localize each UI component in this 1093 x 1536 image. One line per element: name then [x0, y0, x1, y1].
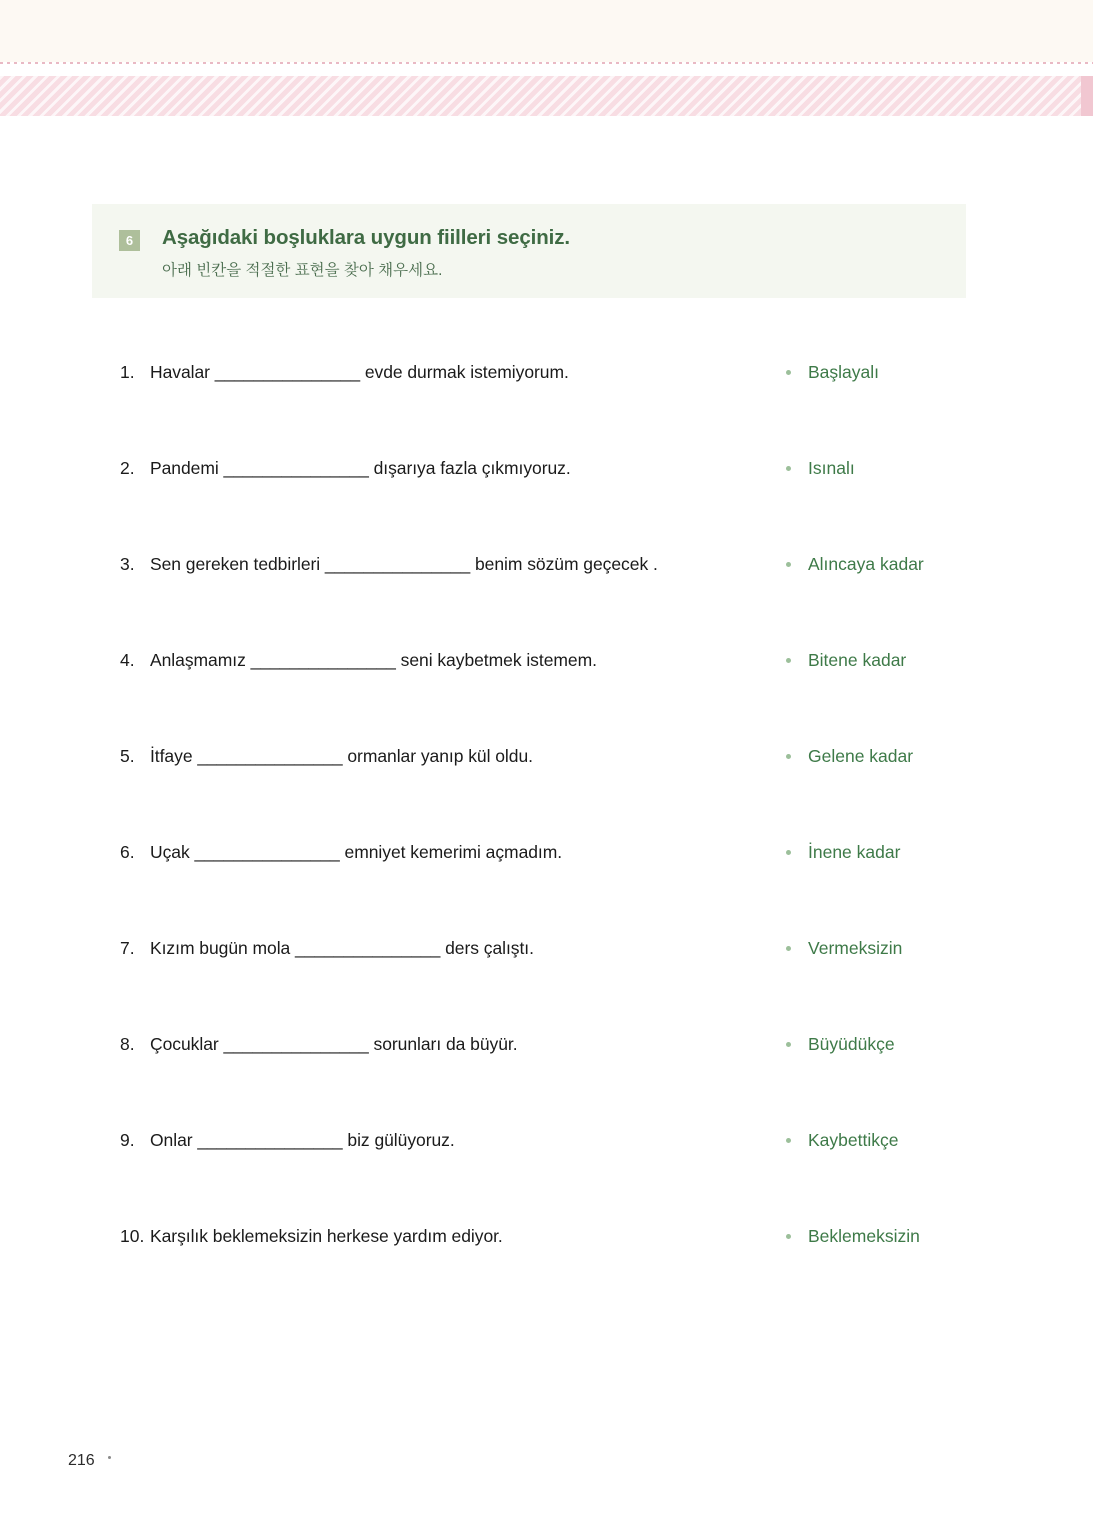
word-bank-label: İnene kadar	[808, 842, 901, 862]
sentence-number: 9.	[120, 1130, 135, 1150]
word-bank-item[interactable]	[786, 1130, 1066, 1226]
sentence-text: Pandemi _______________ dışarıya fazla çıkmıyoruz.	[150, 458, 571, 478]
bullet-icon	[786, 850, 791, 855]
bullet-icon	[786, 1234, 791, 1239]
top-pink-band	[0, 76, 1093, 116]
sentence-number: 1.	[120, 362, 135, 382]
bullet-icon	[786, 1138, 791, 1143]
bottom-edge	[0, 1528, 1093, 1536]
sentence-text: Havalar _______________ evde durmak istemiyorum.	[150, 362, 569, 382]
word-bank-item[interactable]	[786, 1034, 1066, 1130]
word-bank-item[interactable]	[786, 650, 1066, 746]
word-bank-label: Gelene kadar	[808, 746, 914, 766]
word-bank-label: Vermeksizin	[808, 938, 903, 958]
word-bank-item[interactable]	[786, 554, 1066, 650]
word-bank-label: Büyüdükçe	[808, 1034, 895, 1054]
sentence-item	[120, 554, 760, 650]
top-cream-band	[0, 0, 1093, 62]
sentence-item	[120, 1034, 760, 1130]
sentence-number: 7.	[120, 938, 135, 958]
pink-band-edge-cap	[1081, 76, 1093, 116]
sentence-item	[120, 362, 760, 458]
instruction-subtitle: 아래 빈칸을 적절한 표현을 찾아 채우세요.	[162, 262, 443, 279]
sentence-item	[120, 458, 760, 554]
sentence-number: 6.	[120, 842, 135, 862]
sentence-item	[120, 650, 760, 746]
word-bank-label: Alıncaya kadar	[808, 554, 924, 574]
bullet-icon	[786, 466, 791, 471]
sentence-number: 8.	[120, 1034, 135, 1054]
bullet-icon	[786, 946, 791, 951]
word-bank-item[interactable]	[786, 746, 1066, 842]
dotted-divider	[0, 62, 1093, 64]
bullet-icon	[786, 370, 791, 375]
sentence-text: Anlaşmamız _______________ seni kaybetmek istemem.	[150, 650, 597, 670]
bullet-icon	[786, 658, 791, 663]
page-number-dot	[108, 1456, 111, 1459]
instruction-title: Aşağıdaki boşluklara uygun fiilleri seçiniz.	[162, 226, 571, 249]
sentence-number: 10.	[120, 1226, 145, 1246]
word-bank-item[interactable]	[786, 842, 1066, 938]
bullet-icon	[786, 562, 791, 567]
sentence-text: Kızım bugün mola _______________ ders çalıştı.	[150, 938, 534, 958]
sentence-number: 3.	[120, 554, 135, 574]
sentence-number: 4.	[120, 650, 135, 670]
sentence-number: 5.	[120, 746, 135, 766]
sentence-item	[120, 842, 760, 938]
bullet-icon	[786, 1042, 791, 1047]
word-bank-label: Başlayalı	[808, 362, 880, 382]
exercise-number-badge: 6	[119, 230, 140, 251]
instruction-box	[92, 204, 966, 298]
word-bank-label: Bitene kadar	[808, 650, 907, 670]
sentence-list	[120, 362, 760, 1322]
word-bank-label: Beklemeksizin	[808, 1226, 920, 1246]
word-bank-label: Kaybettikçe	[808, 1130, 899, 1150]
sentence-text: İtfaye _______________ ormanlar yanıp kül oldu.	[150, 746, 533, 766]
word-bank-item[interactable]	[786, 938, 1066, 1034]
sentence-item	[120, 1130, 760, 1226]
word-bank-list	[786, 362, 1066, 1322]
word-bank-label: Isınalı	[808, 458, 855, 478]
sentence-text: Onlar _______________ biz gülüyoruz.	[150, 1130, 455, 1150]
sentence-text: Karşılık beklemeksizin herkese yardım ediyor.	[150, 1226, 503, 1246]
word-bank-item[interactable]	[786, 362, 1066, 458]
sentence-item	[120, 1226, 760, 1322]
sentence-text: Çocuklar _______________ sorunları da büyür.	[150, 1034, 518, 1054]
sentence-text: Sen gereken tedbirleri _______________ benim sözüm geçecek .	[150, 554, 658, 574]
sentence-number: 2.	[120, 458, 135, 478]
word-bank-item[interactable]	[786, 1226, 1066, 1322]
sentence-text: Uçak _______________ emniyet kemerimi açmadım.	[150, 842, 563, 862]
page-number: 216	[68, 1452, 95, 1469]
word-bank-item[interactable]	[786, 458, 1066, 554]
sentence-item	[120, 746, 760, 842]
bullet-icon	[786, 754, 791, 759]
sentence-item	[120, 938, 760, 1034]
